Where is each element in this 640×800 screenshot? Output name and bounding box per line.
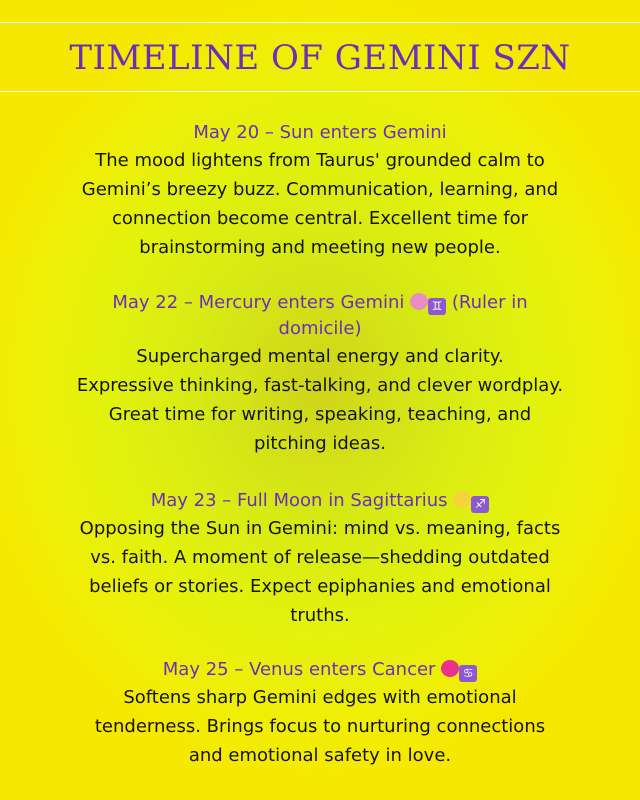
entry-heading [20,488,620,514]
entry-heading-text: May 25 – Venus enters Cancer [162,659,436,680]
timeline-entry-venus-cancer [20,657,620,770]
sagittarius-icon: ♐ [471,496,489,513]
entry-body-line: Supercharged mental energy and clarity. [136,346,504,367]
entry-heading [20,290,620,342]
entry-body [20,514,620,630]
timeline-entry-sun-gemini [20,120,620,262]
entry-body-line: The mood lightens from Taurus' grounded calm to [95,150,545,171]
heart-icon [441,660,459,677]
entry-body-line: and emotional safety in love. [188,745,452,766]
entry-body-line: pitching ideas. [254,433,386,454]
entry-body [20,146,620,262]
top-divider [0,22,640,23]
timeline-entry-full-moon-sagittarius [20,488,620,630]
entry-heading-text: May 22 – Mercury enters Gemini [112,292,405,313]
entry-body [20,683,620,770]
timeline-entry-mercury-gemini [20,290,620,458]
entry-body-line: beliefs or stories. Expect epiphanies and emotional [89,576,551,597]
cancer-icon: ♋ [459,665,477,682]
page-title: TIMELINE OF GEMINI SZN [69,38,571,78]
entry-body-line: truths. [290,605,350,626]
entry-body-line: connection become central. Excellent time for [111,208,529,229]
entry-heading-text: domicile) [278,318,362,339]
entry-body-line: Opposing the Sun in Gemini: mind vs. meaning, facts [79,518,561,539]
moon-icon [453,491,471,508]
entry-body-line: Softens sharp Gemini edges with emotional [123,687,517,708]
entry-heading: May 20 – Sun enters Gemini [193,122,447,143]
entry-body-line: Expressive thinking, fast-talking, and clever wordplay. [76,375,564,396]
entry-heading-text: May 23 – Full Moon in Sagittarius [150,490,448,511]
entry-body [20,342,620,458]
entry-body-line: brainstorming and meeting new people. [139,237,501,258]
brain-icon [410,293,428,310]
gemini-icon: ♊ [428,298,446,315]
entry-body-line: vs. faith. A moment of release—shedding outdated [90,547,550,568]
entry-body-line: Gemini’s breezy buzz. Communication, learning, and [81,179,559,200]
entry-heading-text: (Ruler in [451,292,528,313]
bottom-divider [0,91,640,92]
entry-heading [20,657,620,683]
entry-body-line: Great time for writing, speaking, teaching, and [108,404,532,425]
entry-body-line: tenderness. Brings focus to nurturing connections [94,716,546,737]
